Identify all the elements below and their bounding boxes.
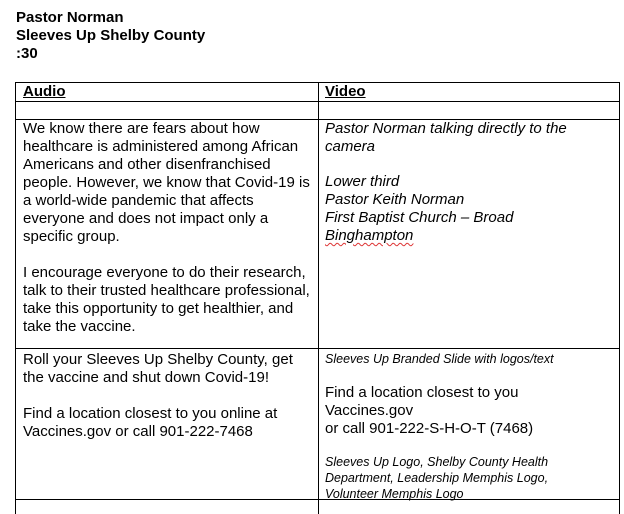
- row2-video-cell: [325, 351, 615, 502]
- row1-video-direction: Pastor Norman talking directly to the camera: [325, 120, 567, 155]
- row1-video-name: Pastor Keith Norman: [325, 191, 465, 208]
- row1-audio-paragraph-2: I encourage everyone to do their research, talk to their trusted healthcare professional, take this opportunity to get healthier, and take the vaccine.: [23, 264, 310, 335]
- row1-video-cell: [325, 120, 615, 245]
- video-column-header: Video: [325, 83, 366, 100]
- column-divider: [318, 82, 319, 514]
- script-title: Pastor Norman: [16, 9, 124, 26]
- row2-video-site: Vaccines.gov: [325, 402, 414, 419]
- row2-video-logos-note: Sleeves Up Logo, Shelby County Health Department, Leadership Memphis Logo, Volunteer Memphis Logo: [325, 455, 549, 501]
- table-border-left: [15, 82, 16, 514]
- audio-column-header: Audio: [23, 83, 66, 100]
- row1-audio-cell: [23, 120, 315, 336]
- row2-video-slide-note: Sleeves Up Branded Slide with logos/text: [325, 352, 554, 366]
- row1-video-church-cont: Binghampton: [325, 227, 414, 244]
- row2-video-find-text: Find a location closest to you: [325, 384, 519, 401]
- row1-video-church: First Baptist Church – Broad: [325, 209, 514, 226]
- script-table: [15, 82, 620, 514]
- row2-audio-cell: [23, 351, 315, 441]
- row1-video-lower-third-label: Lower third: [325, 173, 400, 190]
- spot-duration: :30: [16, 45, 38, 62]
- campaign-name: Sleeves Up Shelby County: [16, 27, 206, 44]
- row1-audio-paragraph-1: We know there are fears about how healthcare is administered among African Americans and other disenfranchised people. However, we know that Covid-19 is a world-wide pandemic that affects everyone and does not impact only a specific group.: [23, 120, 310, 245]
- row2-audio-paragraph-2: Find a location closest to you online at Vaccines.gov or call 901-222-7468: [23, 405, 278, 440]
- table-border-right: [619, 82, 620, 514]
- row2-audio-paragraph-1: Roll your Sleeves Up Shelby County, get the vaccine and shut down Covid-19!: [23, 351, 293, 386]
- row2-video-call: or call 901-222-S-H-O-T (7468): [325, 420, 534, 437]
